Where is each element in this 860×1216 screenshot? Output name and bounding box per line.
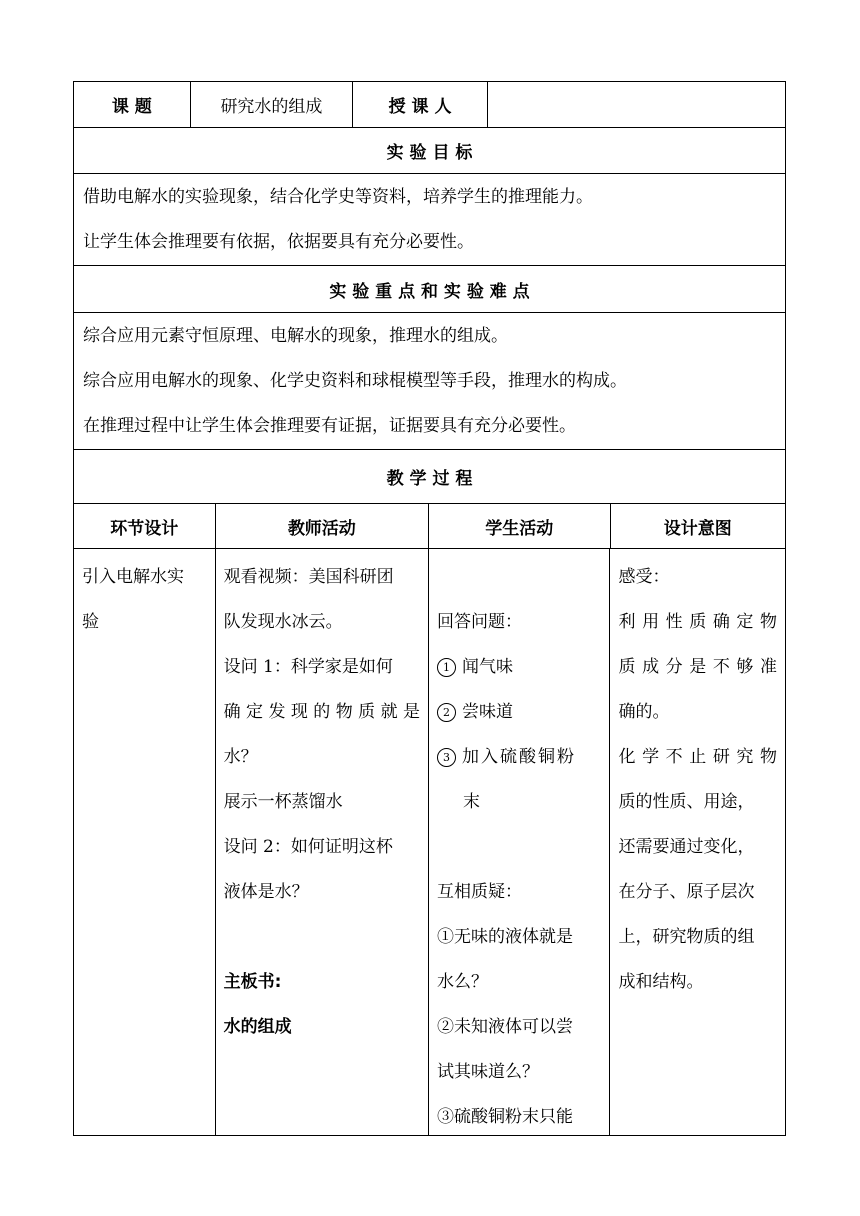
number-2-icon: 2 <box>437 703 456 722</box>
intent-line: 质成分是不够准 <box>618 657 777 677</box>
number-1-icon: 1 <box>437 658 456 677</box>
teacher-line: 确定发现的物质就是 <box>223 702 420 722</box>
teacher-line: 展示一杯蒸馏水 <box>223 792 343 812</box>
student-activity-cell <box>429 549 610 1135</box>
teacher-label: 授 课 人 <box>353 82 488 127</box>
intent-line: 确的。 <box>618 702 670 722</box>
process-title: 教 学 过 程 <box>386 469 473 489</box>
board-label: 主板书: <box>223 972 282 992</box>
key-point-line: 在推理过程中让学生体会推理要有证据，证据要具有充分必要性。 <box>83 416 576 436</box>
topic-value: 研究水的组成 <box>191 82 354 127</box>
objective-line: 让学生体会推理要有依据，依据要具有充分必要性。 <box>83 232 474 252</box>
intent-line: 感受： <box>618 567 670 587</box>
intent-line: 质的性质、用途， <box>618 792 755 812</box>
stage-line: 引入电解水实 <box>82 567 184 587</box>
intent-line: 还需要通过变化， <box>618 837 755 857</box>
answer-item: 1 闻气味 <box>437 645 601 690</box>
objectives-title: 实 验 目 标 <box>386 143 473 163</box>
intent-line: 化学不止研究物 <box>618 747 777 767</box>
process-title-row <box>73 450 786 504</box>
answer-item-continued: 末 <box>463 792 480 812</box>
key-point-line: 综合应用电解水的现象、化学史资料和球棍模型等手段，推理水的构成。 <box>83 371 627 391</box>
design-intent-cell <box>610 549 785 1135</box>
objective-line: 借助电解水的实验现象，结合化学史等资料，培养学生的推理能力。 <box>83 187 593 207</box>
answer-item: 3 加入硫酸铜粉 <box>437 735 601 780</box>
teacher-activity-cell <box>216 549 429 1135</box>
question-line: ①无味的液体就是 <box>437 927 573 947</box>
stage-line: 验 <box>82 612 99 632</box>
column-header-teacher: 教师活动 <box>216 504 429 548</box>
lesson-plan-table <box>73 81 786 1136</box>
question-line: 水么？ <box>437 972 488 992</box>
teacher-line: 液体是水？ <box>223 882 309 902</box>
key-point-line: 综合应用元素守恒原理、电解水的现象，推理水的组成。 <box>83 326 508 346</box>
question-label: 互相质疑： <box>437 882 522 902</box>
intent-line: 在分子、原子层次 <box>618 882 755 902</box>
teacher-line: 设问 2：如何证明这杯 <box>223 837 393 857</box>
intent-line: 成和结构。 <box>618 972 704 992</box>
column-header-student: 学生活动 <box>429 504 610 548</box>
teacher-line: 队发现水冰云。 <box>223 612 343 632</box>
teacher-line: 水？ <box>223 747 258 767</box>
key-points-content <box>73 313 786 450</box>
process-column-headers <box>73 504 786 549</box>
question-line: ②未知液体可以尝 <box>437 1017 573 1037</box>
stage-cell <box>74 549 216 1135</box>
question-line: ③硫酸铜粉末只能 <box>437 1107 573 1127</box>
intent-line: 上，研究物质的组 <box>618 927 755 947</box>
intent-line: 利用性质确定物 <box>618 612 777 632</box>
teacher-value <box>488 82 785 127</box>
column-header-intent: 设计意图 <box>663 518 732 539</box>
board-title: 水的组成 <box>223 1017 292 1037</box>
process-body-row <box>73 549 786 1136</box>
answer-label: 回答问题： <box>437 612 522 632</box>
teacher-line: 观看视频：美国科研团 <box>223 567 394 587</box>
question-line: 试其味道么？ <box>437 1062 539 1082</box>
key-points-title-row <box>73 266 786 313</box>
key-points-title: 实 验 重 点 和 实 验 难 点 <box>329 281 530 302</box>
number-3-icon: 3 <box>437 748 456 767</box>
answer-item: 2 尝味道 <box>437 690 601 735</box>
header-row <box>73 81 786 128</box>
column-header-stage: 环节设计 <box>74 504 216 548</box>
objectives-title-row <box>73 128 786 174</box>
objectives-content <box>73 174 786 266</box>
topic-label: 课 题 <box>74 82 191 127</box>
teacher-line: 设问 1：科学家是如何 <box>223 657 393 677</box>
